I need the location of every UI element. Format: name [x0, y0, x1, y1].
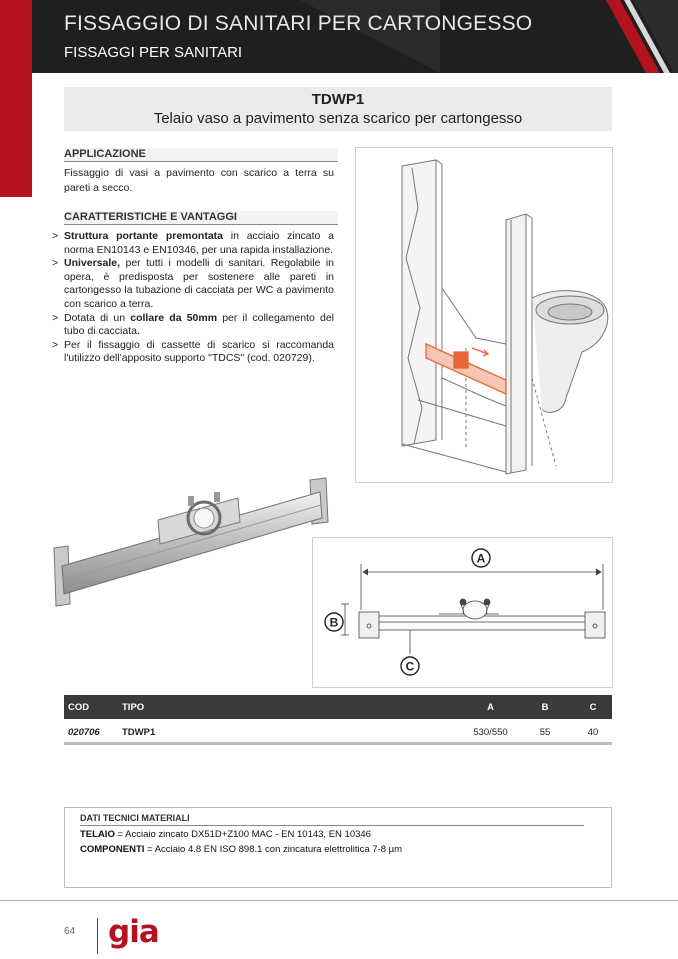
installation-drawing [356, 148, 614, 484]
cell-cod: 020706 [68, 727, 100, 738]
installation-illustration [355, 147, 613, 483]
features-heading: CARATTERISTICHE E VANTAGGI [64, 211, 338, 225]
product-header [64, 87, 612, 131]
componenti-line: COMPONENTI = Acciaio 4.8 EN ISO 898.1 con zincatura elettrolitica 7-8 µm [80, 844, 403, 855]
dimension-label-b: B [329, 615, 339, 630]
dimension-svg [313, 538, 614, 689]
corner-stripe-decoration [568, 0, 678, 73]
header-b: B [541, 702, 549, 713]
feature-item: > Per il fissaggio di cassette di scarico si raccomanda l'utilizzo dell'apposito supporto "TDCS" (cod. 020729). [52, 338, 334, 365]
brand-logo: gia [108, 914, 159, 950]
features-list [52, 230, 334, 366]
dimension-drawing [312, 537, 613, 688]
product-description: Telaio vaso a pavimento senza scarico per cartongesso [153, 110, 523, 127]
application-text: Fissaggio di vasi a pavimento con scarico a terra su pareti a secco. [64, 167, 334, 194]
page-title: FISSAGGIO DI SANITARI PER CARTONGESSO [64, 12, 533, 35]
cell-a: 530/550 [473, 727, 508, 738]
header-a: A [487, 702, 494, 713]
table-header-row [64, 695, 612, 719]
footer-separator [97, 918, 98, 954]
header-c: C [589, 702, 597, 713]
cell-c: 40 [587, 727, 599, 738]
rail-product-image [48, 470, 338, 615]
feature-item: > Struttura portante premontata in acciaio zincato a norma EN10143 e EN10346, per una rapida installazione. [52, 230, 334, 256]
table-row [64, 719, 612, 745]
feature-item: > Dotata di un collare da 50mm per il collegamento del tubo di cacciata. [52, 311, 334, 338]
feature-item: > Universale, per tutti i modelli di sanitari. Regolabile in opera, è predisposta per sostenere alle pareti in cartongesso la tubazione di cacciata per WC a pavimento con scarico a terra. [52, 257, 334, 310]
product-code: TDWP1 [311, 91, 365, 108]
header-band [0, 0, 678, 73]
page-number: 64 [64, 926, 76, 937]
cell-b: 55 [539, 727, 551, 738]
dimension-label-c: C [405, 659, 415, 674]
header-cod: COD [68, 702, 90, 713]
application-heading: APPLICAZIONE [64, 148, 338, 162]
header-tipo: TIPO [122, 702, 145, 713]
technical-data-box [64, 807, 612, 888]
rail-drawing [48, 470, 338, 615]
cell-tipo: TDWP1 [122, 727, 156, 738]
spec-table [64, 695, 612, 745]
side-red-strip [0, 0, 32, 197]
header-facet [300, 0, 440, 73]
telaio-line: TELAIO = Acciaio zincato DX51D+Z100 MAC - EN 10143, EN 10346 [80, 829, 371, 840]
page-subtitle: FISSAGGI PER SANITARI [64, 44, 243, 61]
footer-divider [0, 900, 678, 901]
dimension-label-a: A [476, 551, 486, 566]
technical-data-title: DATI TECNICI MATERIALI [80, 813, 584, 826]
